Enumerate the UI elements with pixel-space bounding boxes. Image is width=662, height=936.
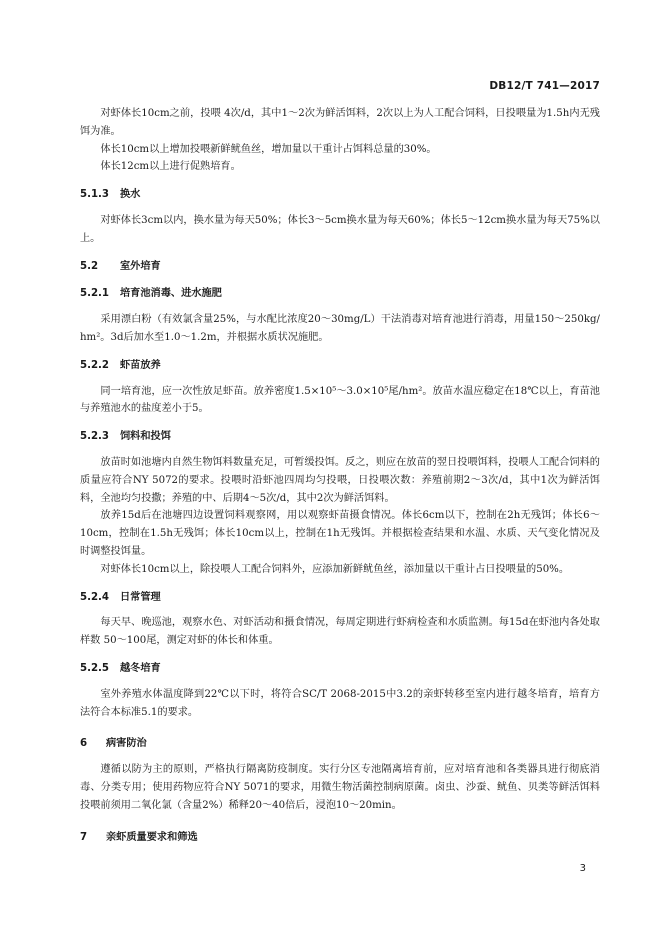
section-number: 7 [80,831,88,843]
section-title: 培育池消毒、进水施肥 [120,288,222,300]
section-number: 6 [80,738,88,750]
section-title: 越冬培育 [120,662,161,674]
section-heading-5-2-4 [80,589,600,607]
section-title: 病害防治 [106,738,147,750]
paragraph: 对虾体长10cm以上，除投喂人工配合饲料外，应添加新鲜鱿鱼丝，添加量以干重计占日投喂量的50%。 [100,563,570,575]
paragraph: 体长12cm以上进行促熟培育。 [100,161,241,173]
document-body [80,105,600,854]
paragraph: 放苗时如池塘内自然生物饵料数量充足，可暂缓投饵。反之，则应在放苗的翌日投喂饵料，投喂人工配合饲料的质量应符合NY 5072的要求。投喂时沿虾池四周均匀投喂，日投喂次数：养殖前期2～3次/d，其中1次为鲜活饵料，全池均匀投撒；养殖的中、后期4～5次/d，其中2次为鲜活饵料。 [80,456,600,504]
section-title: 亲虾质量要求和筛选 [106,831,198,843]
section-heading-5-1-3 [80,186,600,204]
standard-number: DB12/T 741—2017 [489,80,600,92]
section-heading-5-2-5 [80,660,600,678]
section-number: 5.2.5 [80,662,110,674]
section-number: 5.2.2 [80,359,110,371]
section-heading-5-2 [80,258,600,276]
paragraph: 对虾体长10cm之前，投喂 4次/d，其中1～2次为鲜活饵料，2次以上为人工配合饲料，日投喂量为1.5h内无残饵为准。 [80,108,600,137]
section-heading-5-2-1 [80,285,600,303]
section-heading-5-2-2 [80,357,600,375]
paragraph: 室外养殖水体温度降到22℃以下时，将符合SC/T 2068-2015中3.2的亲虾转移至室内进行越冬培育，培育方法符合本标准5.1的要求。 [80,688,600,718]
section-number: 5.1.3 [80,189,110,201]
paragraph: 对虾体长3cm以内，换水量为每天50%；体长3～5cm换水量为每天60%；体长5～12cm换水量为每天75%以上。 [80,214,600,244]
section-number: 5.2.4 [80,591,110,603]
section-number: 5.2.1 [80,288,110,300]
section-title: 饲料和投饵 [120,431,171,443]
paragraph: 同一培育池，应一次性放足虾苗。放养密度1.5×10⁵～3.0×10⁵尾/hm²。放苗水温应稳定在18℃以上，育苗池与养殖池水的盐度差小于5。 [80,385,600,415]
paragraph: 遵循以防为主的原则，严格执行隔离防疫制度。实行分区专池隔离培育前，应对培育池和各类器具进行彻底消毒、分类专用；使用药物应符合NY 5071的要求，用微生物活菌控制病原菌。卤虫、沙蚕、鱿鱼、贝类等鲜活饵料投喂前须用二氧化氯（含量2%）稀释20～40倍后，浸泡10～20min。 [80,764,600,811]
paragraph: 体长10cm以上增加投喂新鲜鱿鱼丝，增加量以干重计占饵料总量的30%。 [100,143,437,155]
section-heading-7 [80,829,600,847]
section-number: 5.2.3 [80,431,110,443]
section-title: 虾苗放养 [120,359,161,371]
section-title: 日常管理 [120,591,161,603]
section-heading-5-2-3 [80,428,600,446]
section-number: 5.2 [80,260,99,272]
section-heading-6 [80,735,600,753]
paragraph: 放养15d后在池塘四边设置饲料观察网，用以观察虾苗摄食情况。体长6cm以下，控制在2h无残饵；体长6～10cm，控制在1.5h无残饵；体长10cm以上，控制在1h无残饵。并根据检查结果和水温、水质、天气变化情况及时调整投饵量。 [80,510,600,557]
paragraph: 每天早、晚巡池，观察水色、对虾活动和摄食情况，每周定期进行虾病检查和水质监测。每15d在虾池内各处取样数 50～100尾，测定对虾的体长和体重。 [80,617,600,647]
paragraph: 采用漂白粉（有效氯含量25%，与水配比浓度20～30mg/L）干法消毒对培育池进行消毒，用量150～250kg/ hm²。3d后加水至1.0～1.2m，并根据水质状况施肥。 [80,314,600,343]
section-title: 换水 [120,189,141,201]
section-title: 室外培育 [120,260,161,272]
page-number: 3 [579,863,586,874]
